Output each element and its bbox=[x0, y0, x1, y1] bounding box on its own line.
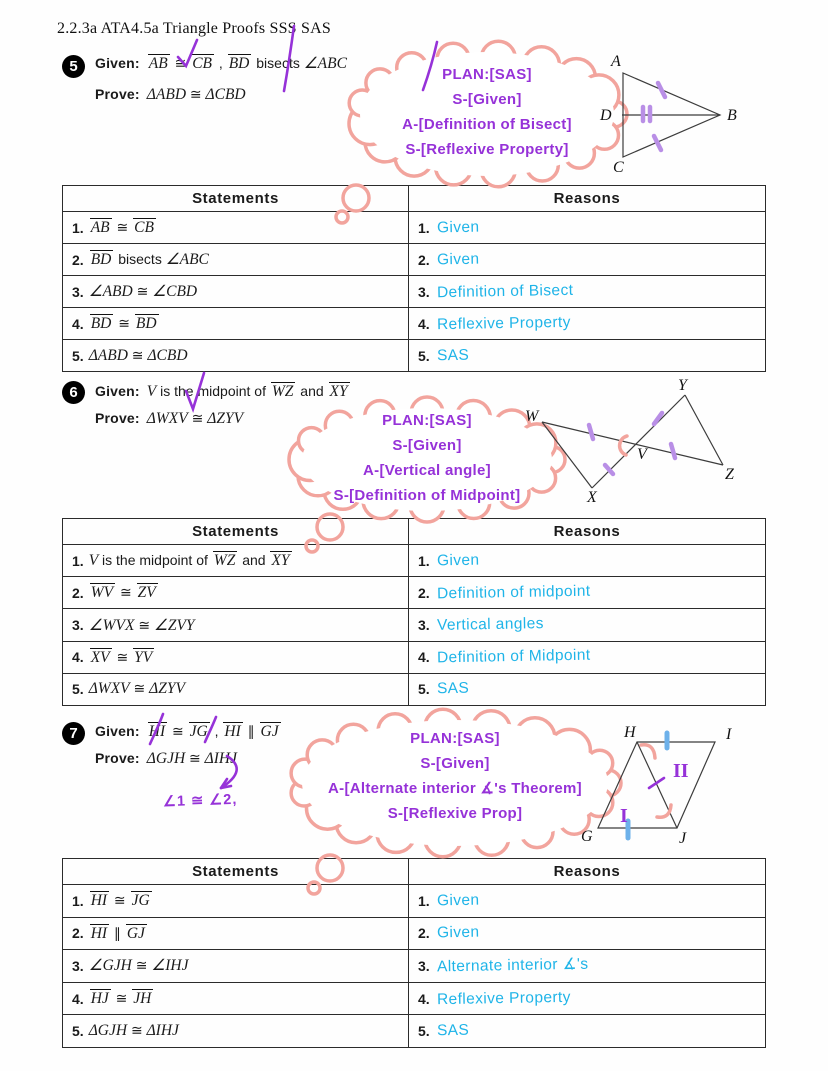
proof-table-row bbox=[63, 545, 765, 577]
statement-text bbox=[89, 551, 293, 570]
text-run: is the midpoint of bbox=[98, 552, 212, 569]
reason-number: 4. bbox=[418, 990, 430, 1007]
math-var: ΔGJH bbox=[88, 1022, 128, 1040]
text-run: ≅ bbox=[129, 680, 150, 697]
text-run: ≅ bbox=[116, 584, 136, 601]
tick-AB bbox=[658, 83, 665, 97]
segment-math: WZ bbox=[213, 552, 236, 570]
statement-number: 5. bbox=[72, 1023, 84, 1040]
reasons-header: Reasons bbox=[553, 190, 621, 207]
handwritten-reason: Alternate interior ∡'s bbox=[436, 956, 589, 976]
text-run: ≅ bbox=[132, 283, 153, 299]
given-label: Given: bbox=[95, 383, 140, 399]
angle-congruence-note: ∠1 ≅ ∠2, bbox=[162, 791, 238, 811]
page-title: 2.2.3a ATA4.5a Triangle Proofs SSS SAS bbox=[57, 20, 331, 37]
proof-table-row bbox=[63, 609, 765, 641]
math-var: V bbox=[88, 552, 99, 570]
statement-text bbox=[89, 282, 197, 301]
reason-cell bbox=[409, 674, 765, 705]
math-var: ΔZYV bbox=[149, 680, 185, 698]
reason-cell bbox=[409, 308, 765, 339]
math-var: ΔCBD bbox=[147, 346, 188, 364]
segment-math: GJ bbox=[260, 723, 279, 740]
angle-arc-J bbox=[657, 805, 671, 817]
plan-line: A-[Definition of Bisect] bbox=[402, 116, 572, 133]
statement-number: 5. bbox=[72, 347, 84, 364]
plan-line: S-[Reflexive Prop] bbox=[387, 805, 523, 822]
segment-math: AB bbox=[90, 219, 110, 236]
prove-statement bbox=[147, 750, 237, 766]
handwritten-reason: SAS bbox=[436, 1021, 470, 1040]
statement-text bbox=[89, 1022, 179, 1040]
math-var: ΔZYV bbox=[207, 410, 244, 427]
segment-math: BD bbox=[90, 315, 112, 332]
proof-table-5 bbox=[62, 185, 766, 372]
plan-line: A-[Vertical angle] bbox=[363, 462, 491, 479]
text-run: ≅ bbox=[187, 410, 208, 426]
reason-cell bbox=[409, 885, 765, 917]
problem-5-given bbox=[95, 54, 347, 73]
tick-CB bbox=[654, 136, 661, 150]
statement-text bbox=[89, 891, 153, 910]
statement-cell bbox=[63, 950, 409, 982]
text-run: and bbox=[296, 383, 328, 399]
statements-header: Statements bbox=[63, 519, 409, 544]
segment-math: XV bbox=[90, 648, 110, 666]
text-run: ≅ bbox=[110, 892, 130, 909]
text-run: ≅ bbox=[131, 957, 152, 974]
segment-math: JG bbox=[131, 892, 150, 910]
segment-math: HI bbox=[90, 924, 108, 942]
vertex-label-W: W bbox=[525, 408, 539, 425]
statement-text bbox=[89, 616, 195, 635]
math-var: ΔWXV bbox=[146, 410, 188, 427]
reason-number: 2. bbox=[418, 584, 430, 601]
statement-cell bbox=[63, 642, 409, 673]
table-header-row bbox=[63, 859, 765, 885]
statement-text bbox=[89, 956, 189, 975]
segment-math: GJ bbox=[126, 924, 145, 942]
segment-math: HI bbox=[90, 892, 108, 910]
text-run: bisects bbox=[252, 55, 304, 71]
problem-7-given bbox=[95, 722, 282, 740]
math-var: ∠ABC bbox=[165, 251, 209, 268]
proof-table-row bbox=[63, 276, 765, 308]
segment-math: WV bbox=[90, 584, 114, 602]
vertex-label-Y: Y bbox=[678, 377, 687, 394]
plan-line: S-[Reflexive Property] bbox=[405, 141, 569, 158]
reason-number: 5. bbox=[418, 1023, 430, 1040]
statement-number: 1. bbox=[72, 219, 84, 236]
statement-cell bbox=[63, 276, 409, 307]
proof-table-row bbox=[63, 674, 765, 705]
reason-cell bbox=[409, 918, 765, 950]
problem-5-prove bbox=[95, 86, 246, 104]
handwritten-reason: Given bbox=[436, 924, 480, 942]
statement-text bbox=[89, 924, 148, 943]
prove-statement bbox=[147, 86, 246, 102]
reason-number: 3. bbox=[418, 957, 430, 974]
math-var: ΔWXV bbox=[88, 680, 130, 698]
statement-cell bbox=[63, 609, 409, 640]
reason-number: 1. bbox=[418, 219, 430, 236]
plan-line: S-[Given] bbox=[452, 91, 522, 108]
statement-text bbox=[89, 347, 188, 365]
segment-math: CB bbox=[192, 55, 213, 72]
statement-text bbox=[89, 648, 156, 667]
vertex-label-A: A bbox=[611, 53, 621, 70]
statement-number: 2. bbox=[72, 584, 84, 601]
text-run: ≅ bbox=[186, 86, 206, 102]
segment-math: BD bbox=[90, 251, 112, 268]
handwritten-reason: Vertical angles bbox=[436, 615, 544, 634]
statement-text bbox=[89, 583, 159, 602]
segment-math: JG bbox=[189, 723, 208, 740]
statement-cell bbox=[63, 674, 409, 705]
statement-number: 3. bbox=[72, 957, 84, 974]
segment-math: HI bbox=[224, 723, 241, 740]
proof-table-7 bbox=[62, 858, 766, 1048]
prove-statement bbox=[147, 410, 243, 426]
reason-number: 1. bbox=[418, 892, 430, 909]
statement-number: 2. bbox=[72, 251, 84, 268]
plan-line: PLAN:[SAS] bbox=[410, 730, 500, 747]
plan-line: S-[Definition of Midpoint] bbox=[333, 487, 521, 504]
statement-text bbox=[89, 314, 160, 333]
reason-number: 3. bbox=[418, 617, 430, 633]
reason-number: 5. bbox=[418, 347, 430, 364]
text-run: ≅ bbox=[134, 616, 154, 633]
line-XY bbox=[592, 395, 685, 488]
reasons-header: Reasons bbox=[553, 863, 621, 880]
tick-diagonal bbox=[649, 778, 664, 788]
statement-cell bbox=[63, 244, 409, 275]
segment-math: BD bbox=[228, 55, 250, 72]
reason-number: 2. bbox=[418, 251, 430, 268]
proof-table-row bbox=[63, 212, 765, 244]
table-body bbox=[63, 885, 765, 1047]
statement-cell bbox=[63, 308, 409, 339]
vertex-label-G: G bbox=[581, 828, 593, 845]
proof-table-row bbox=[63, 642, 765, 674]
double-tick-DB bbox=[643, 107, 650, 121]
text-run: ≅ bbox=[112, 219, 133, 235]
statement-text bbox=[89, 989, 155, 1008]
math-var: ΔCBD bbox=[205, 86, 246, 103]
proof-table-row bbox=[63, 983, 765, 1016]
statement-cell bbox=[63, 1015, 409, 1047]
triangle-diagram-5 bbox=[585, 48, 760, 183]
statement-text bbox=[89, 218, 157, 237]
problem-5-number: 5 bbox=[62, 55, 85, 78]
vertex-label-I: I bbox=[726, 726, 732, 743]
handwritten-reason: Reflexive Property bbox=[436, 988, 571, 1008]
math-var: ∠ZVY bbox=[153, 616, 195, 634]
reason-cell bbox=[409, 577, 765, 608]
reason-number: 4. bbox=[418, 649, 430, 666]
reason-number: 3. bbox=[418, 283, 430, 300]
given-label: Given: bbox=[95, 723, 140, 739]
handwritten-reason: Definition of Bisect bbox=[436, 281, 574, 301]
vertex-label-D: D bbox=[600, 107, 612, 124]
reason-cell bbox=[409, 1015, 765, 1047]
segment-math: BD bbox=[135, 315, 157, 332]
handwritten-reason: SAS bbox=[436, 346, 470, 364]
proof-table-row bbox=[63, 577, 765, 609]
tick-VZ bbox=[671, 444, 675, 458]
table-body bbox=[63, 212, 765, 371]
statement-cell bbox=[63, 983, 409, 1015]
statement-cell bbox=[63, 545, 409, 576]
math-var: ∠CBD bbox=[152, 283, 198, 300]
statement-number: 2. bbox=[72, 925, 84, 942]
problem-7-prove bbox=[95, 750, 237, 768]
text-run: is the midpoint of bbox=[156, 383, 270, 399]
vertex-label-Z: Z bbox=[725, 466, 734, 483]
reason-number: 2. bbox=[418, 925, 430, 942]
given-statement bbox=[147, 723, 282, 739]
reason-cell bbox=[409, 983, 765, 1015]
segment-math: AB bbox=[148, 55, 168, 72]
prove-label: Prove: bbox=[95, 410, 140, 426]
reason-number: 1. bbox=[418, 552, 430, 569]
proof-table-row bbox=[63, 950, 765, 983]
reason-cell bbox=[409, 340, 765, 371]
handwritten-reason: Definition of midpoint bbox=[436, 582, 591, 603]
statement-number: 4. bbox=[72, 649, 84, 666]
reason-cell bbox=[409, 244, 765, 275]
plan-line: A-[Alternate interior ∡'s Theorem] bbox=[328, 780, 582, 797]
vertex-label-C: C bbox=[613, 159, 624, 176]
math-var: ΔABD bbox=[146, 86, 187, 103]
segment-math: XY bbox=[329, 383, 348, 400]
proof-table-row bbox=[63, 1015, 765, 1047]
math-var: ∠ABD bbox=[88, 283, 133, 300]
handwritten-reason: Reflexive Property bbox=[436, 313, 571, 333]
statement-number: 4. bbox=[72, 315, 84, 332]
text-run: ≅ bbox=[111, 990, 132, 1007]
text-run: ≅ bbox=[185, 750, 205, 766]
text-run: , bbox=[210, 723, 223, 739]
text-run: ≅ bbox=[170, 55, 191, 71]
statements-header: Statements bbox=[63, 859, 409, 884]
math-var: ΔABD bbox=[88, 346, 128, 364]
reason-cell bbox=[409, 642, 765, 673]
reason-number: 5. bbox=[418, 681, 430, 698]
statement-number: 1. bbox=[72, 892, 84, 909]
statement-cell bbox=[63, 340, 409, 371]
triangle-region-2: II bbox=[673, 760, 689, 782]
segment-math: JH bbox=[133, 990, 152, 1008]
reason-cell bbox=[409, 212, 765, 243]
text-run: , bbox=[215, 55, 227, 71]
problem-6-prove bbox=[95, 410, 243, 428]
table-header-row bbox=[63, 186, 765, 212]
plan-notes-7 bbox=[288, 726, 622, 826]
triangle-region-1: I bbox=[620, 805, 628, 827]
plan-line: S-[Given] bbox=[392, 437, 462, 454]
tick-WV bbox=[589, 425, 593, 439]
vertex-label-B: B bbox=[727, 107, 737, 124]
text-run: ≅ bbox=[112, 648, 133, 665]
statement-number: 1. bbox=[72, 552, 84, 569]
text-run: ≅ bbox=[127, 1022, 147, 1039]
segment-math: HI bbox=[148, 723, 166, 740]
reasons-header: Reasons bbox=[553, 523, 621, 540]
text-run: ≅ bbox=[127, 346, 148, 363]
reason-number: 4. bbox=[418, 315, 430, 332]
text-run: and bbox=[238, 552, 270, 569]
statements-header: Statements bbox=[63, 186, 409, 211]
plan-line: S-[Given] bbox=[420, 755, 490, 772]
handwritten-reason: Definition of Midpoint bbox=[436, 646, 591, 667]
problem-7-number: 7 bbox=[62, 722, 85, 745]
reason-cell bbox=[409, 276, 765, 307]
statement-cell bbox=[63, 577, 409, 608]
statement-text bbox=[89, 680, 185, 698]
math-var: ∠IHJ bbox=[151, 957, 189, 975]
given-label: Given: bbox=[95, 55, 140, 71]
handwritten-reason: Given bbox=[436, 551, 480, 569]
segment-math: XY bbox=[271, 552, 290, 570]
handwritten-reason: SAS bbox=[436, 680, 470, 698]
statement-cell bbox=[63, 885, 409, 917]
diagonal-HJ bbox=[637, 742, 677, 828]
math-var: V bbox=[146, 383, 157, 400]
statement-number: 3. bbox=[72, 617, 84, 633]
math-var: ∠WVX bbox=[88, 616, 135, 634]
handwritten-reason: Given bbox=[436, 250, 480, 268]
text-run: ∥ bbox=[110, 924, 125, 941]
segment-math: ZV bbox=[137, 584, 156, 602]
vertex-label-J: J bbox=[679, 830, 687, 847]
problem-6-number: 6 bbox=[62, 381, 85, 404]
text-run: ≅ bbox=[168, 723, 188, 739]
arrowhead-7 bbox=[221, 779, 231, 788]
proof-table-row bbox=[63, 308, 765, 340]
vertical-angle-arc bbox=[620, 436, 627, 455]
math-var: ∠GJH bbox=[88, 957, 132, 975]
segment-math: HJ bbox=[90, 990, 109, 1008]
reason-cell bbox=[409, 545, 765, 576]
reason-cell bbox=[409, 609, 765, 640]
math-var: ΔIHJ bbox=[146, 1022, 179, 1040]
vertex-label-H: H bbox=[624, 724, 636, 741]
statement-cell bbox=[63, 918, 409, 950]
vertex-label-X: X bbox=[587, 489, 597, 506]
proof-table-6 bbox=[62, 518, 766, 706]
proof-table-row bbox=[63, 340, 765, 371]
proof-table-row bbox=[63, 244, 765, 276]
statement-text bbox=[89, 250, 209, 269]
prove-label: Prove: bbox=[95, 750, 140, 766]
handwritten-reason: Given bbox=[436, 891, 480, 910]
statement-number: 4. bbox=[72, 990, 84, 1007]
math-var: ΔGJH bbox=[146, 750, 186, 767]
vertex-label-V: V bbox=[637, 446, 647, 463]
statement-number: 3. bbox=[72, 283, 84, 300]
proof-table-row bbox=[63, 885, 765, 918]
segment-math: CB bbox=[134, 219, 154, 236]
prove-label: Prove: bbox=[95, 86, 140, 102]
segment-math: YV bbox=[134, 648, 153, 666]
table-body bbox=[63, 545, 765, 705]
math-var: ΔIHJ bbox=[204, 750, 238, 767]
tick-XV bbox=[605, 465, 613, 474]
parallelogram-diagram-7 bbox=[578, 712, 748, 852]
edge-YZ bbox=[685, 395, 723, 465]
text-run: ∥ bbox=[243, 723, 259, 739]
text-run: ≅ bbox=[114, 315, 134, 331]
text-run: bisects bbox=[114, 251, 166, 267]
statement-cell bbox=[63, 212, 409, 243]
statement-number: 5. bbox=[72, 681, 84, 698]
reason-cell bbox=[409, 950, 765, 982]
plan-line: PLAN:[SAS] bbox=[442, 66, 532, 83]
handwritten-reason: Given bbox=[436, 218, 480, 236]
given-statement bbox=[147, 55, 347, 71]
segment-math: WZ bbox=[271, 383, 294, 400]
plan-line: PLAN:[SAS] bbox=[382, 412, 472, 429]
proof-table-row bbox=[63, 918, 765, 951]
math-var: ∠ABC bbox=[303, 55, 347, 72]
crossing-triangles-diagram-6 bbox=[515, 372, 745, 512]
